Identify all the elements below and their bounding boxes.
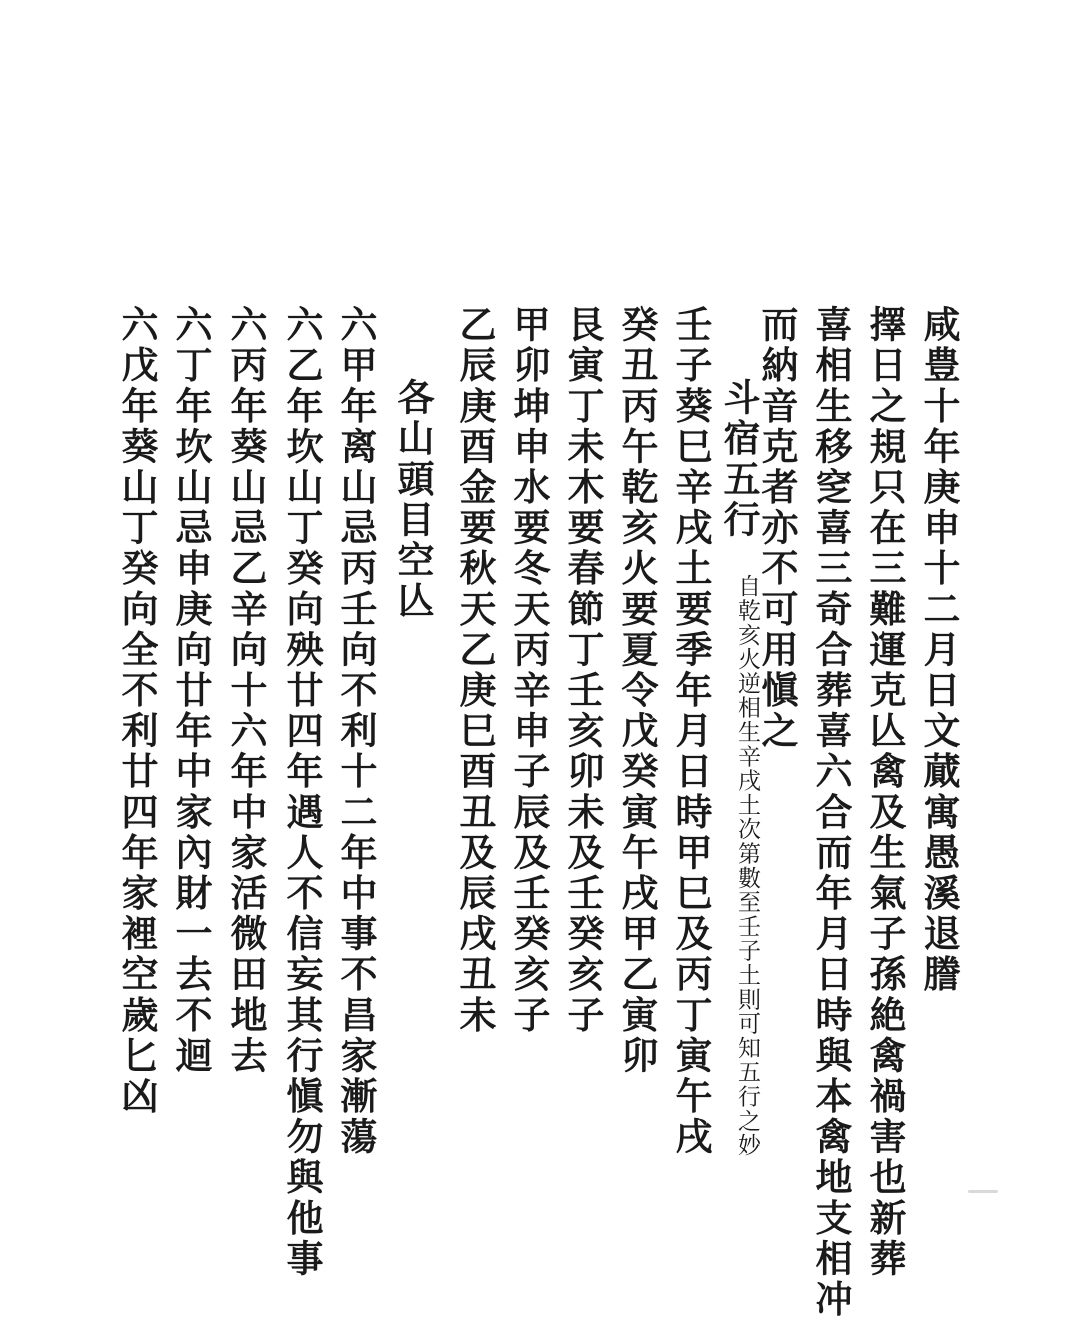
paper-smudge (968, 1190, 998, 1193)
text-column-12: 六甲年离山忌丙壬向不利十二年中事不昌家漸蕩 (334, 305, 378, 1158)
text-column-3: 喜相生移窆喜三奇合葬喜六合而年月日時與本禽地支相冲 (809, 305, 853, 1320)
text-column-15: 六丁年坎山忌申庚向廿年中家內財一去不迴 (169, 305, 213, 1077)
text-column-8: 艮寅丁未木要春節丁壬亥卯未及壬癸亥子 (561, 305, 605, 1036)
text-column-13: 六乙年坎山丁癸向殃廿四年遇人不信妄其行愼勿與他事 (280, 305, 324, 1280)
text-column-2: 擇日之規只在三難運克亾禽及生氣子孫絶禽禍害也新葬 (863, 305, 907, 1280)
annotation-column: 自乾亥火逆相生辛戌土次第數至壬子土則可知五行之妙 (734, 574, 760, 1158)
text-column-4: 而納音克者亦不可用愼之 (755, 305, 799, 752)
text-column-14: 六丙年葵山忌乙辛向十六年中家活微田地去 (224, 305, 268, 1077)
text-column-9: 甲卯坤申水要冬天丙辛申子辰及壬癸亥子 (507, 305, 551, 1036)
section-heading-dousu-wuxing: 斗宿五行 (717, 378, 761, 541)
text-column-6: 壬子葵巳辛戌土要季年月日時甲巳及丙丁寅午戌 (669, 305, 713, 1158)
section-heading-shantou-kongwang: 各山頭目空亾 (391, 378, 435, 622)
text-column-1: 咸豊十年庚申十二月日文蕆寓愚溪退謄 (917, 305, 961, 996)
text-column-7: 癸丑丙午乾亥火要夏令戊癸寅午戌甲乙寅卯 (615, 305, 659, 1077)
text-column-10: 乙辰庚酉金要秋天乙庚巳酉丑及辰戌丑未 (453, 305, 497, 1036)
text-column-16: 六戊年葵山丁癸向全不利廿四年家裡空歲匕凶 (115, 305, 159, 1117)
